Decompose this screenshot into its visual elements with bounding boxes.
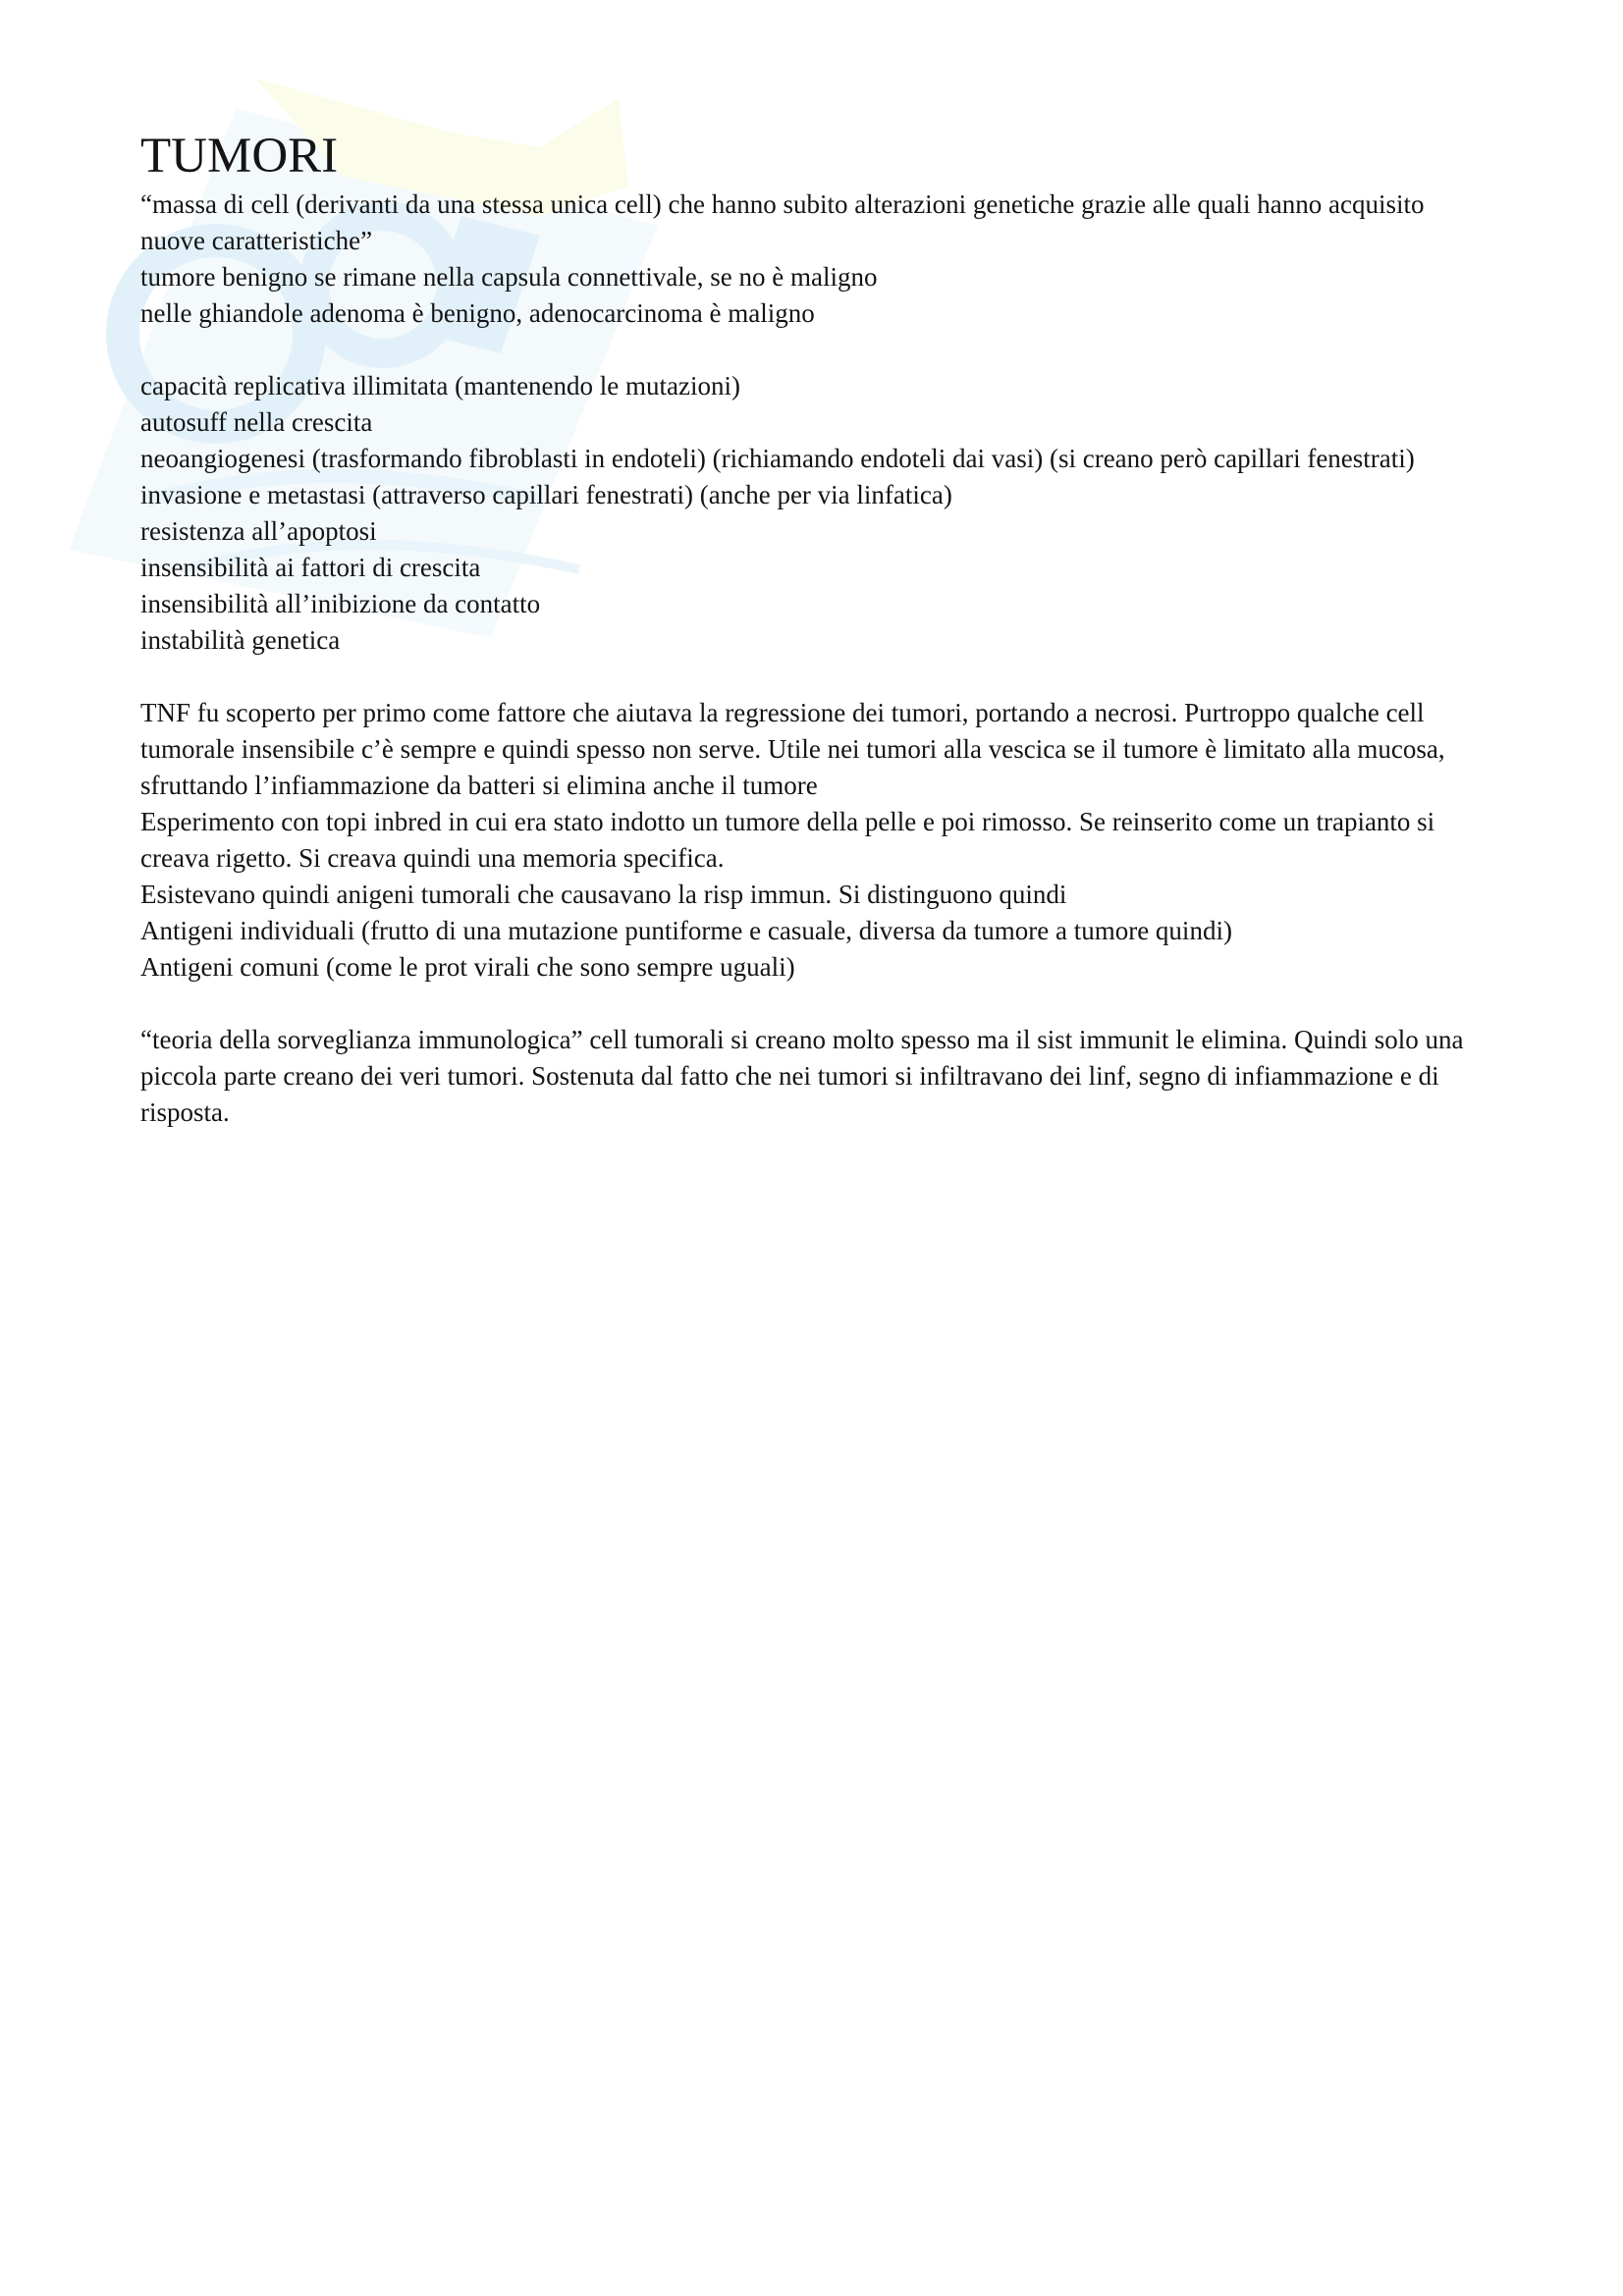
- text-line: “massa di cell (derivanti da una stessa unica cell) che hanno subito alterazioni genetiche grazie alle quali hanno acquisito nuove caratteristiche”: [140, 189, 1425, 255]
- text-line: tumore benigno se rimane nella capsula connettivale, se no è maligno: [140, 262, 878, 292]
- text-line: Antigeni comuni (come le prot virali che sono sempre uguali): [140, 952, 795, 982]
- text-line: insensibilità all’inibizione da contatto: [140, 589, 541, 618]
- text-line: Esistevano quindi anigeni tumorali che causavano la risp immun. Si distinguono quindi: [140, 880, 1067, 909]
- text-line: resistenza all’apoptosi: [140, 516, 377, 546]
- tnf-paragraph: [140, 695, 1495, 986]
- surveillance-paragraph: [140, 1022, 1495, 1131]
- text-line: Esperimento con topi inbred in cui era stato indotto un tumore della pelle e poi rimosso. Se reinserito come un trapianto si creava rigetto. Si creava quindi una memoria specifica.: [140, 807, 1435, 873]
- text-line: capacità replicativa illimitata (mantenendo le mutazioni): [140, 371, 740, 400]
- paragraph-spacer: [140, 659, 1495, 695]
- page-title: TUMORI: [140, 129, 339, 184]
- text-line: TNF fu scoperto per primo come fattore che aiutava la regressione dei tumori, portando a necrosi. Purtroppo qualche cell tumorale insensibile c’è sempre e quindi spesso non serve. Utile nei tumori alla vescica se il tumore è limitato alla mucosa, sfruttando l’infiammazione da batteri si elimina anche il tumore: [140, 698, 1445, 800]
- text-line: “teoria della sorveglianza immunologica” cell tumorali si creano molto spesso ma il sist immunit le elimina. Quindi solo una piccola parte creano dei veri tumori. Sostenuta dal fatto che nei tumori si infiltravano dei linf, segno di infiammazione e di risposta.: [140, 1025, 1464, 1127]
- text-line: invasione e metastasi (attraverso capillari fenestrati) (anche per via linfatica): [140, 480, 952, 509]
- definition-paragraph: [140, 187, 1495, 332]
- paragraph-spacer: [140, 332, 1495, 368]
- characteristics-list: [140, 368, 1495, 659]
- text-line: nelle ghiandole adenoma è benigno, adenocarcinoma è maligno: [140, 298, 815, 328]
- text-line: Antigeni individuali (frutto di una mutazione puntiforme e casuale, diversa da tumore a tumore quindi): [140, 916, 1232, 945]
- text-line: insensibilità ai fattori di crescita: [140, 553, 481, 582]
- text-line: autosuff nella crescita: [140, 407, 373, 437]
- document-body: [140, 126, 1495, 1131]
- text-line: instabilità genetica: [140, 625, 341, 655]
- paragraph-spacer: [140, 986, 1495, 1022]
- text-line: neoangiogenesi (trasformando fibroblasti in endoteli) (richiamando endoteli dai vasi) (si creano però capillari fenestrati): [140, 444, 1415, 473]
